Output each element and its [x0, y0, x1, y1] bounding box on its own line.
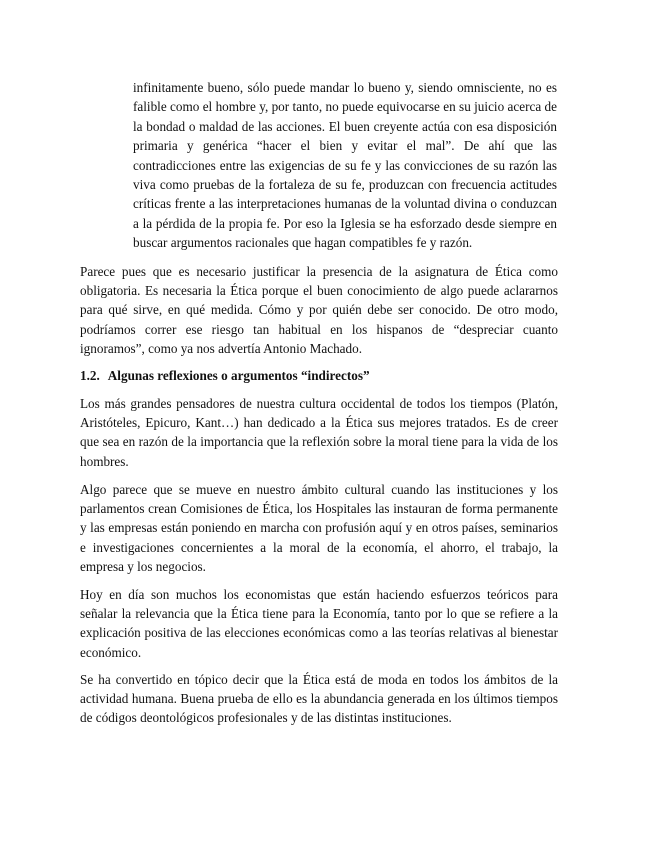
indented-quote-paragraph: infinitamente bueno, sólo puede mandar lo bueno y, siendo omnisciente, no es falible como el hombre y, por tanto, no puede equivocarse en su juicio acerca de la bondad o maldad de las acciones. El buen creyente actúa con esa disposición primaria y genérica “hacer el bien y evitar el mal”. De ahí que las contradicciones entre las exigencias de su fe y las convicciones de su razón las viva como pruebas de la fortaleza de su fe, produzcan con frecuencia actitudes críticas frente a las interpretaciones humanas de la voluntad divina o conduzcan a la pérdida de la propia fe. Por eso la Iglesia se ha esforzado desde siempre en buscar argumentos racionales que hagan compatibles fe y razón.	[133, 80, 557, 251]
paragraph-economists: Hoy en día son muchos los economistas que están haciendo esfuerzos teóricos para señalar la relevancia que la Ética tiene para la Economía, tanto por lo que se refiere a la explicación positiva de las elecciones económicas como a las teorías relativas al bienestar económico.	[80, 587, 558, 660]
paragraph-great-thinkers: Los más grandes pensadores de nuestra cultura occidental de todos los tiempos (Platón, Aristóteles, Epicuro, Kant…) han dedicado a la Ética sus mejores tratados. Es de creer que sea en razón de la importancia que la reflexión sobre la moral tiene para la vida de los hombres.	[80, 396, 558, 469]
section-heading	[80, 366, 558, 385]
paragraph-justification: Parece pues que es necesario justificar la presencia de la asignatura de Ética como obligatoria. Es necesaria la Ética porque el buen conocimiento de algo puede aclararnos para qué sirve, en qué medida. Cómo y por quién debe ser conocido. De otro modo, podríamos correr ese riesgo tan habitual en los hispanos de “despreciar cuanto ignoramos”, como ya nos advertía Antonio Machado.	[80, 264, 558, 356]
section-number: 1.2.	[80, 368, 100, 383]
paragraph-institutions: Algo parece que se mueve en nuestro ámbito cultural cuando las instituciones y los parlamentos crean Comisiones de Ética, los Hospitales las instauran de forma permanente y las empresas están poniendo en marcha con profusión aquí y en otros países, seminarios e investigaciones concernientes a la moral de la economía, el ahorro, el trabajo, la empresa y los negocios.	[80, 482, 558, 574]
section-title: Algunas reflexiones o argumentos “indirectos”	[107, 368, 370, 383]
paragraph-ethics-fashion: Se ha convertido en tópico decir que la Ética está de moda en todos los ámbitos de la actividad humana. Buena prueba de ello es la abundancia generada en los últimos tiempos de códigos deontológicos profesionales y de las distintas instituciones.	[80, 672, 558, 726]
